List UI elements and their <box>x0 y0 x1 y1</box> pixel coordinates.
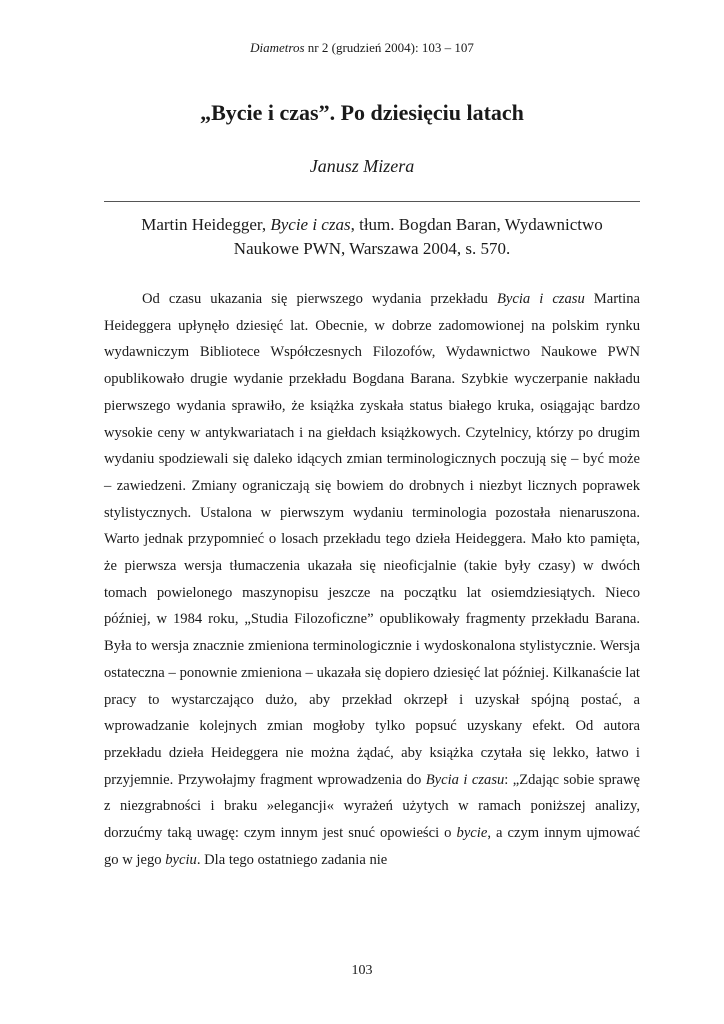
article-title: „Bycie i czas”. Po dziesięciu latach <box>200 100 524 125</box>
text-run: Martina Heideggera upłynęło dziesięć lat. Obecnie, w dobrze zadomowionej na polskim rynku wydawniczym Bibliotece Współczesnych Filozofów, Wydawnictwo Naukowe PWN opublikowało drugie wydanie przekładu Bogdana Barana. Szybkie wyczerpanie nakładu pierwszego wydania sprawiło, że książka zyskała status białego kruka, osiągając bardzo wysokie ceny w antykwariatach i na giełdach książkowych. Czytelnicy, którzy po drugim wydaniu spodziewali się daleko idących zmian terminologicznych poczują się – być może – zawiedzeni. Zmiany ograniczają się bowiem do drobnych i niezbyt licznych poprawek stylistycznych. Ustalona w pierwszym wydaniu terminologia pozostała nienaruszona. Warto jednak przypomnieć o losach przekładu tego dzieła Heideggera. Mało kto pamięta, że pierwsza wersja tłumaczenia ukazała się nieoficjalnie (takie były czasy) w dwóch tomach powielonego maszynopisu jeszcze na początku lat osiemdziesiątych. Nieco później, w 1984 roku, „Studia Filozoficzne” opublikowały fragmenty przekładu Barana. Była to wersja znacznie zmieniona terminologicznie i wydoskonalona stylistycznie. Wersja ostateczna – ponownie zmieniona – ukazała się dopiero dziesięć lat później. Kilkanaście lat pracy to wystarczająco dużo, aby przekład okrzepł i uzyskał spójną postać, a wprowadzanie kolejnych zmian mogłoby tylko popsuć uzyskany efekt. Od autora przekładu dzieła Heideggera nie można żądać, aby książka czytała się lekko, łatwo i przyjemnie. Przywołajmy fragment wprowadzenia do <box>104 291 640 788</box>
emphasized-term: byciu <box>165 851 197 868</box>
page-number: 103 <box>351 963 373 978</box>
text-run: Od czasu ukazania się pierwszego wydania przekładu <box>142 291 497 307</box>
text-run: : „Zdając sobie sprawę z niezgrabności i braku »elegancji« wyrażeń użytych w ramach poniższej analizy, dorzućmy taką uwagę: czym innym jest snuć opowieści o <box>104 771 640 842</box>
work-title: Bycia i czasu <box>496 291 585 307</box>
journal-issue: nr 2 (grudzień 2004): 103 – 107 <box>307 40 474 55</box>
paragraph <box>104 286 640 873</box>
reviewed-book-citation <box>104 213 640 261</box>
work-title: Bycia i czasu <box>425 771 505 788</box>
article-body <box>104 286 640 873</box>
citation-line1-rest: , tłum. Bogdan Baran, Wydawnictwo <box>350 215 603 234</box>
text-run: , a czym innym ujmować go w jego <box>104 825 640 868</box>
emphasized-term: bycie <box>456 825 488 842</box>
book-title: Bycie i czas <box>270 215 351 234</box>
text-run: . Dla tego ostatniego zadania nie <box>196 851 388 868</box>
journal-name: Diametros <box>250 40 305 55</box>
book-author: Martin Heidegger, <box>141 215 267 234</box>
article-author: Janusz Mizera <box>309 156 415 176</box>
citation-line2: Naukowe PWN, Warszawa 2004, s. 570. <box>233 239 511 258</box>
header-divider <box>104 201 640 202</box>
journal-header <box>0 40 724 56</box>
